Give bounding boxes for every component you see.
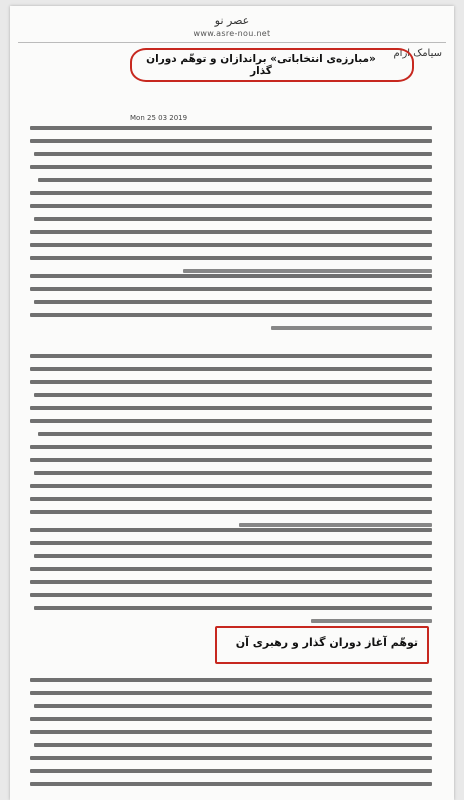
- text-line: [34, 554, 432, 558]
- body-paragraph-3: [30, 354, 432, 536]
- text-line: [34, 743, 432, 747]
- text-line: [34, 393, 432, 397]
- site-name: عصر نو: [214, 14, 250, 27]
- text-line: [311, 619, 432, 623]
- text-line: [34, 704, 432, 708]
- text-line: [30, 458, 432, 462]
- text-line: [34, 471, 432, 475]
- text-line: [30, 717, 432, 721]
- text-line: [183, 269, 432, 273]
- text-line: [30, 593, 432, 597]
- text-line: [239, 523, 432, 527]
- author-name: سیامک ازام: [393, 48, 442, 59]
- text-line: [30, 313, 432, 317]
- text-line: [30, 528, 432, 532]
- text-line: [38, 178, 432, 182]
- text-line: [30, 756, 432, 760]
- text-line: [30, 419, 432, 423]
- text-line: [30, 354, 432, 358]
- text-line: [30, 730, 432, 734]
- text-line: [30, 769, 432, 773]
- article-page: [10, 6, 454, 800]
- text-line: [30, 691, 432, 695]
- publish-date: Mon 25 03 2019: [130, 114, 188, 122]
- text-line: [30, 484, 432, 488]
- masthead-divider: [18, 42, 446, 43]
- body-paragraph-2: [30, 274, 432, 339]
- text-line: [30, 126, 432, 130]
- text-line: [30, 782, 432, 786]
- text-line: [34, 152, 432, 156]
- site-url[interactable]: www.asre-nou.net: [193, 29, 271, 38]
- text-line: [30, 287, 432, 291]
- body-paragraph-5: [30, 678, 432, 795]
- text-line: [30, 256, 432, 260]
- text-line: [271, 326, 432, 330]
- masthead: [10, 14, 454, 38]
- text-line: [34, 217, 432, 221]
- text-line: [30, 204, 432, 208]
- text-line: [30, 406, 432, 410]
- text-line: [30, 243, 432, 247]
- text-line: [30, 230, 432, 234]
- body-paragraph-1: [30, 126, 432, 282]
- section-heading: توهّم آغاز دوران گذار و رهبری آن: [235, 636, 418, 649]
- text-line: [30, 497, 432, 501]
- text-line: [38, 432, 432, 436]
- text-line: [34, 606, 432, 610]
- text-line: [34, 300, 432, 304]
- article-title: «مبارزه‌ی انتخاباتی» براندازان و توهّم دوران گذار: [146, 53, 376, 77]
- text-line: [30, 274, 432, 278]
- text-line: [30, 191, 432, 195]
- text-line: [30, 165, 432, 169]
- text-line: [30, 139, 432, 143]
- text-line: [30, 580, 432, 584]
- body-paragraph-4: [30, 528, 432, 632]
- text-line: [30, 678, 432, 682]
- text-line: [30, 541, 432, 545]
- text-line: [30, 445, 432, 449]
- text-line: [30, 510, 432, 514]
- text-line: [30, 367, 432, 371]
- text-line: [30, 567, 432, 571]
- text-line: [30, 380, 432, 384]
